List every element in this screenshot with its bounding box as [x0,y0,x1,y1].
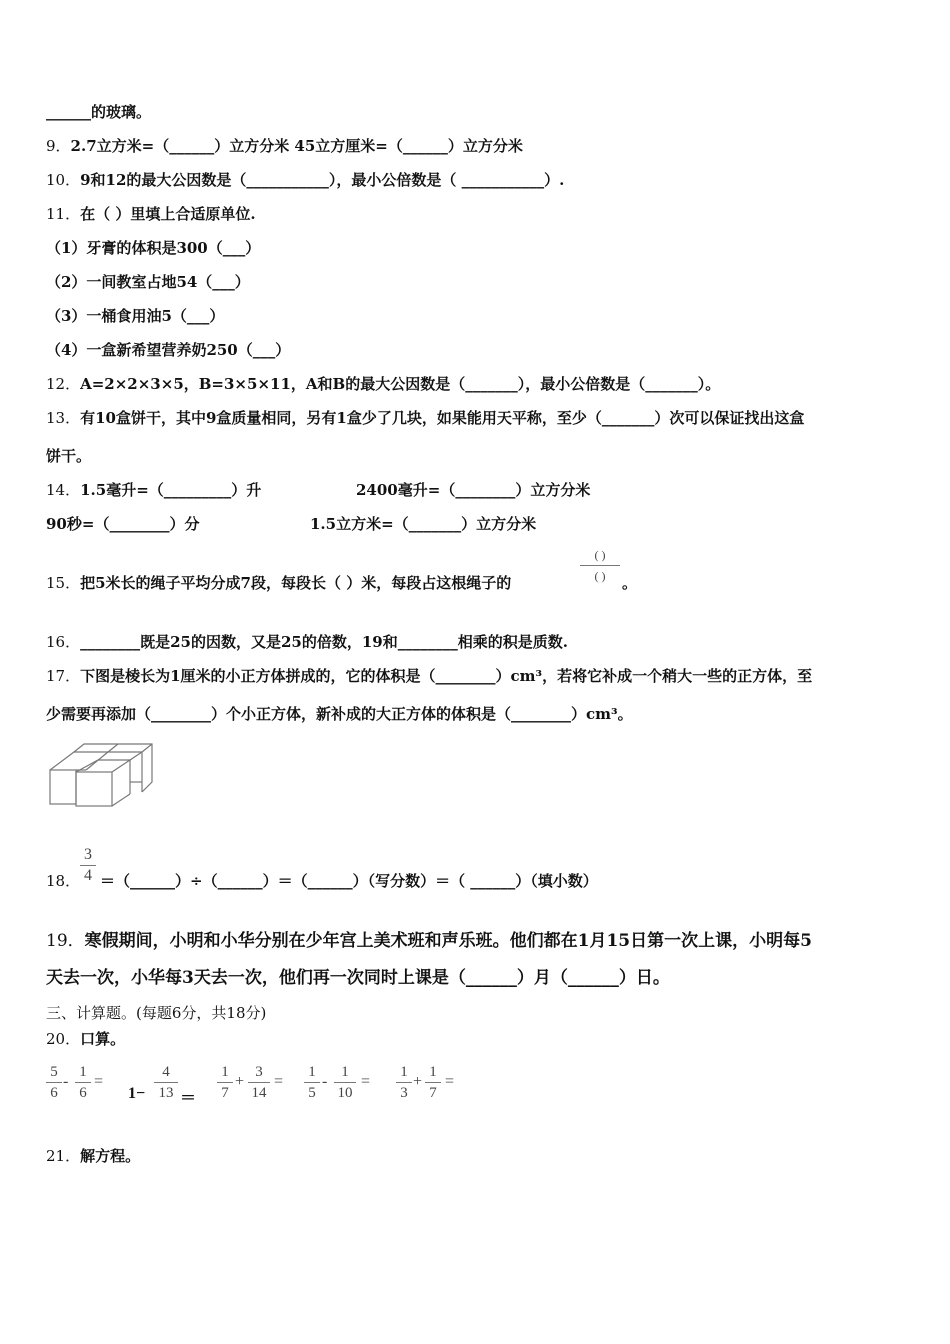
question-text: 1.5毫升=（_________）升 [80,481,262,499]
cube-front-left [50,770,76,804]
question-11-item-2: （2）一间教室占地54（___） [46,273,250,291]
fraction: 1 7 [217,1063,233,1102]
question-text: 有10盒饼干，其中9盒质量相同，另有1盒少了几块，如果能用天平称，至少（_______）次可以保证找出这盒 [80,409,805,427]
question-number: 9． [46,137,71,155]
question-19 [46,931,812,951]
question-15 [46,573,511,593]
question-11 [46,204,256,224]
question-14-part-b: 2400毫升=（________）立方分米 [356,481,591,499]
question-text: ________既是25的因数，又是25的倍数，19和________相乘的积是质数. [80,633,568,651]
question-text: 口算。 [80,1030,126,1048]
question-18-number [46,871,80,891]
fraction-numerator: 3 [84,846,92,863]
question-10 [46,170,564,190]
question-number: 11． [46,205,81,223]
whole-minus: 1− [128,1085,146,1102]
blank-fraction [580,546,620,585]
fraction: 1 3 [396,1063,412,1102]
question-text: 解方程。 [80,1147,141,1165]
question-11-item-1: （1）牙膏的体积是300（___） [46,239,261,257]
question-11-item-4: （4）一盒新希望营养奶250（___） [46,341,291,359]
question-15-end: 。 [622,574,638,592]
question-number: 17． [46,667,81,685]
prev-question-tail: ______的玻璃。 [46,103,152,121]
question-number: 10． [46,171,81,189]
operator: + [235,1073,245,1090]
question-number: 19． [46,931,85,951]
equals: = [361,1073,371,1090]
question-number: 21． [46,1147,81,1165]
fraction-denominator: ( ) [594,569,606,583]
fraction-bar [580,565,620,566]
fraction: 1 5 [304,1063,320,1102]
cube-edge [142,744,152,752]
question-11-item-3: （3）一桶食用油5（___） [46,307,225,325]
question-text: 9和12的最大公因数是（___________），最小公倍数是（ ___________）. [80,171,565,189]
question-14-part-c: 90秒=（________）分 [46,515,200,533]
question-12 [46,374,720,394]
question-18 [100,871,598,891]
question-number: 16． [46,633,81,651]
operator: - [322,1073,328,1090]
fraction-numerator: ( ) [594,548,606,562]
question-14-part-d: 1.5立方米=（_______）立方分米 [310,515,537,533]
equals: = [445,1073,455,1090]
question-16 [46,632,568,652]
question-number: 13． [46,409,81,427]
question-text: 寒假期间，小明和小华分别在少年宫上美术班和声乐班。他们都在1月15日第一次上课，小明每5 [84,931,812,951]
question-text: 把5米长的绳子平均分成7段，每段长（ ）米，每段占这根绳子的 [80,574,512,592]
fraction: 1 6 [75,1063,91,1102]
question-number: 12． [46,375,81,393]
question-17-cont: 少需要再添加（________）个小正方体，新补成的大正方体的体积是（________）cm³。 [46,705,633,723]
cube-back-outline [74,744,152,792]
fraction: 1 10 [334,1063,356,1102]
question-text: 2.7立方米=（______）立方分米 45立方厘米=（______）立方分米 [70,137,523,155]
question-text: ＝（______）÷（______）＝（______）（写分数）＝（ ______）（填小数） [100,872,598,890]
fraction: 1 7 [425,1063,441,1102]
equals: = [274,1073,284,1090]
fraction: 4 13 [154,1063,178,1102]
question-number: 14． [46,481,81,499]
cube-edge [130,752,142,760]
section-heading: 三、计算题。(每题6分，共18分) [46,1004,267,1022]
fraction: 5 6 [46,1063,62,1102]
equals: ＝ [180,1090,197,1107]
question-number: 18． [46,872,81,890]
fraction-denominator: 4 [84,867,92,884]
question-9 [46,136,523,156]
cube-figure [46,742,158,808]
cube-edge [112,794,130,806]
operator: - [63,1073,69,1090]
question-text: 下图是棱长为1厘米的小正方体拼成的，它的体积是（________）cm³，若将它补成一个稍大一些的正方体，至 [80,667,813,685]
cube-edge [108,744,118,752]
question-19-cont: 天去一次，小华每3天去一次，他们再一次同时上课是（______）月（______）日。 [46,968,670,988]
fraction-3-4 [80,846,96,885]
question-17 [46,666,812,686]
fraction-bar [80,865,96,866]
question-number: 20． [46,1030,81,1048]
question-14 [46,480,261,500]
cube-front-right [76,772,112,806]
operator: + [413,1073,423,1090]
equals: = [94,1073,104,1090]
question-text: 在（ ）里填上合适原单位. [80,205,256,223]
question-text: A=2×2×3×5，B=3×5×11，A和B的最大公因数是（_______），最小公倍数是（_______）。 [80,375,721,393]
question-13 [46,408,804,428]
question-13-cont: 饼干。 [46,447,92,465]
question-20 [46,1029,125,1049]
fraction: 3 14 [248,1063,270,1102]
question-21 [46,1146,140,1166]
question-number: 15． [46,574,81,592]
